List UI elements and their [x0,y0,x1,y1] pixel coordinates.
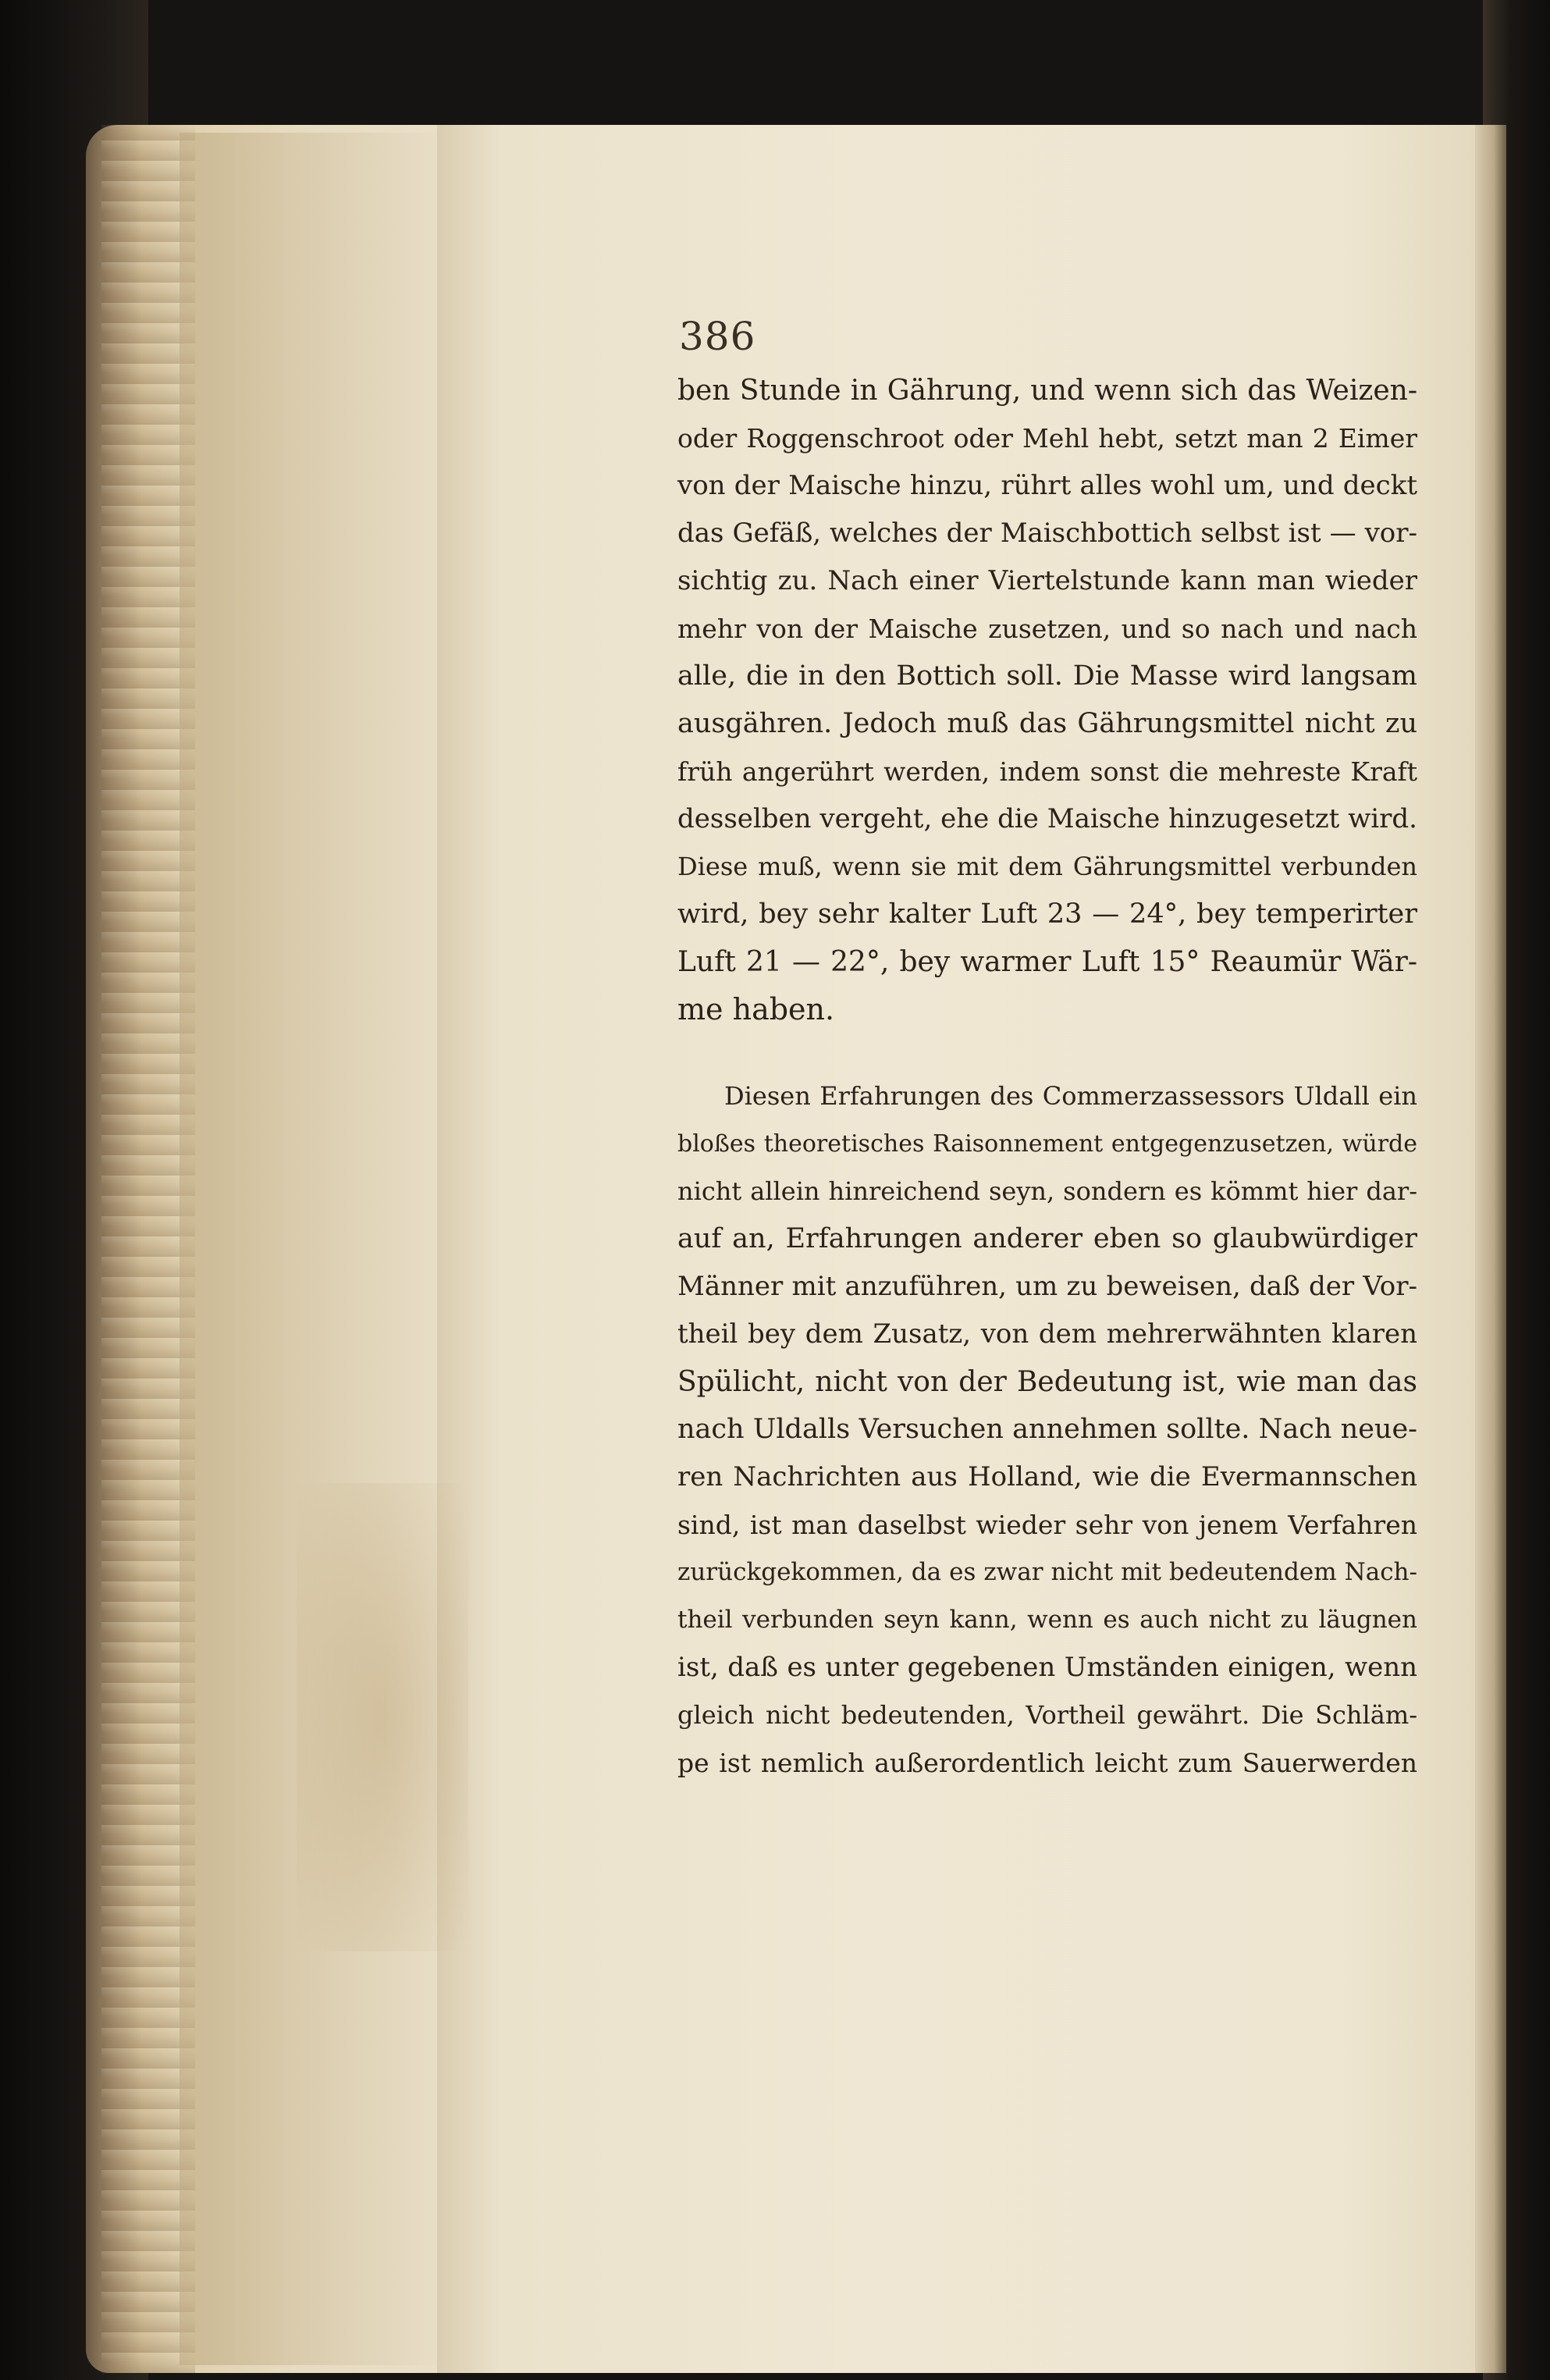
text-line: auf an, Erfahrungen anderer eben so glaubwürdiger [677,1223,1417,1254]
text-line: Männer mit anzuführen, um zu beweisen, daß der Vor- [677,1271,1417,1302]
text-line: alle, die in den Bottich soll. Die Masse wird langsam [677,660,1417,692]
text-line: nach Uldalls Versuchen annehmen sollte. Nach neue- [677,1414,1417,1445]
text-line: von der Maische hinzu, rührt alles wohl um, und deckt [677,470,1417,501]
page-stain [297,1483,468,1951]
paragraph-gap [677,1033,1417,1073]
text-line: gleich nicht bedeutenden, Vortheil gewährt. Die Schläm- [677,1700,1417,1730]
text-line: zurückgekommen, da es zwar nicht mit bedeutendem Nach- [677,1558,1417,1586]
text-line: ben Stunde in Gährung, und wenn sich das Weizen- [677,375,1417,407]
text-line: bloßes theoretisches Raisonnement entgegenzusetzen, würde [677,1130,1417,1158]
text-line: früh angerührt werden, indem sonst die mehreste Kraft [677,756,1417,787]
paragraph-2 [677,1073,1417,1787]
paragraph-1 [677,367,1417,1033]
text-line: nicht allein hinreichend seyn, sondern es kömmt hier dar- [677,1176,1417,1206]
text-line: pe ist nemlich außerordentlich leicht zum Sauerwerden [677,1748,1417,1778]
text-line: mehr von der Maische zusetzen, und so nach und nach [677,614,1417,644]
body-text [677,367,1417,1787]
text-line: desselben vergeht, ehe die Maische hinzugesetzt wird. [677,803,1417,834]
text-line: wird, bey sehr kalter Luft 23 — 24°, bey temperirter [677,898,1417,930]
page-gutter [1475,125,1506,2373]
text-line: theil bey dem Zusatz, von dem mehrerwähnten klaren [677,1318,1417,1350]
text-line: Spülicht, nicht von der Bedeutung ist, wie man das [677,1366,1417,1398]
text-line: sind, ist man daselbst wieder sehr von jenem Verfahren [677,1510,1417,1540]
text-line: me haben. [677,992,835,1026]
text-line: Diesen Erfahrungen des Commerzassessors Uldall ein [724,1081,1417,1111]
text-line: oder Roggenschroot oder Mehl hebt, setzt man 2 Eimer [677,423,1417,454]
text-line: sichtig zu. Nach einer Viertelstunde kann man wieder [677,565,1417,596]
text-line: theil verbunden seyn kann, wenn es auch nicht zu läugnen [677,1606,1417,1634]
text-line: das Gefäß, welches der Maischbottich selbst ist — vor- [677,518,1417,549]
text-line: ist, daß es unter gegebenen Umständen einigen, wenn [677,1652,1417,1683]
page-number: 386 [679,314,756,359]
page-edge-shade [180,133,445,2365]
text-line: ren Nachrichten aus Holland, wie die Evermannschen [677,1461,1417,1492]
text-line: ausgähren. Jedoch muß das Gährungsmittel nicht zu [677,708,1417,739]
text-line: Diese muß, wenn sie mit dem Gährungsmittel verbunden [677,852,1417,881]
text-line: Luft 21 — 22°, bey warmer Luft 15° Reaumür Wär- [677,946,1417,978]
